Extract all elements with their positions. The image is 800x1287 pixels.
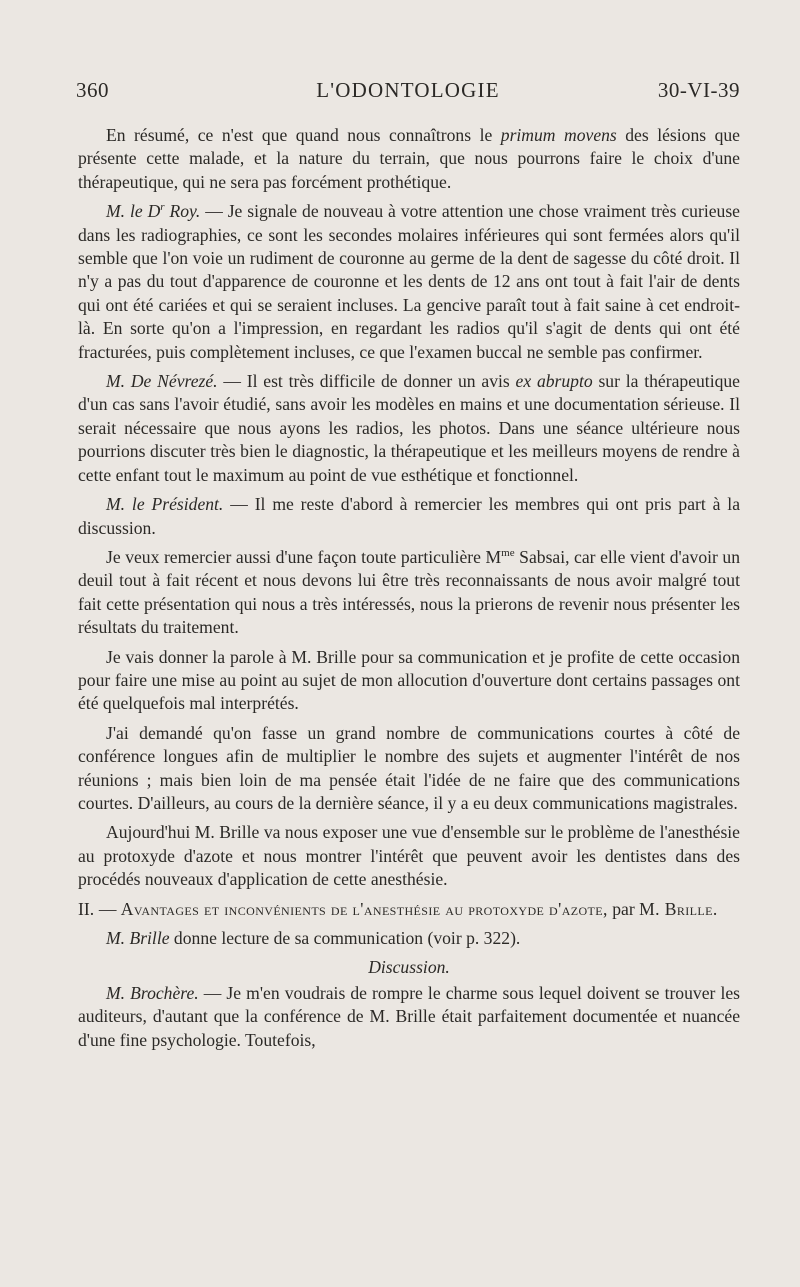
paragraph-9 [78,927,740,950]
speaker-part: M. le D [106,201,161,222]
text-run: sur la thérapeutique d'un cas sans l'avoir étudié, sans avoir les modèles en mains et une documentation sérieuse. Il serait nécessaire que nous ayons les radios, les photos. Dans une séance ultérieure nous pourrions discuter très bien le diagnostic, la thérapeutique et les meilleurs moyens de rendre à cette enfant tout le maximum au point de vue esthétique et fonctionnel. [78,371,740,485]
speaker-part: Roy. [164,201,201,222]
page-number: 360 [76,78,109,102]
text-run: Sabsai, car elle vient d'avoir un deuil tout à fait récent et nous devons lui être très reconnaissants de nous avoir malgré tout fait cette présentation qui nous a très intéressés, nous la prierons de revenir nous présenter les résultats du traitement. [78,546,740,638]
speaker-name: M. Brille [106,928,170,948]
paragraph-6: Je vais donner la parole à M. Brille pour sa communication et je profite de cette occasion pour faire une mise au point au sujet de mon allocution d'ouverture dont certains passages ont été quelquefois mal interprétés. [78,646,740,714]
section-number: II. [78,898,95,919]
speaker-name: M. Brochère. [106,982,199,1003]
text-run: — Je m'en voudrais de rompre le charme sous lequel doivent se trouver les auditeurs, d'autant que la conférence de M. Brille était parfaitement documentée et nuancée d'une fine psychologie. Toutefois, [78,982,740,1050]
paragraph-3 [78,370,740,487]
running-header [76,78,740,108]
text-run: — Je signale de nouveau à votre attention une chose vraiment très curieuse dans les radiographies, ce sont les secondes molaires inférieures qui sont fermées alors qu'il semble que l'on voie un rudiment de couronne au germe de la dent de sagesse du côté droit. Il n'y a pas du tout d'apparence de couronne et les dents de 12 ans ont tout à fait l'air de dents qui ont été cariées et qui se seraient incluses. La gencive paraît tout à fait saine à cet endroit-là. En sorte qu'on a l'impression, en regardant les radios qu'il s'agit de dents qui ont été fracturées, puis complètement incluses, ce que l'examen buccal ne semble pas confirmer. [78,201,740,362]
section-heading [78,898,740,921]
discussion-heading: Discussion. [368,957,450,978]
text-run: — Il me reste d'abord à remercier les membres qui ont pris part à la discussion. [78,494,741,538]
latin-phrase: primum movens [500,125,617,145]
superscript: r [160,201,165,214]
journal-title: L'ODONTOLOGIE [316,78,500,102]
section-title: — Avantages et inconvénients de l'anesthésie au protoxyde d'azote, [94,898,608,919]
text-run: Je veux remercier aussi d'une façon toute particulière M [106,546,502,567]
issue-date: 30-VI-39 [657,78,740,102]
paragraph-5 [78,546,740,640]
paragraph-10 [78,982,740,1052]
text-run: des lésions que présente cette malade, et la nature du terrain, que nous pourrons faire le choix d'une thérapeutique, qui ne sera pas forcément prothétique. [78,125,740,192]
speaker-name: M. De Névrezé. [106,371,218,392]
text-run: par [607,898,640,919]
paragraph-7: J'ai demandé qu'on fasse un grand nombre de communications courtes à côté de conférence longues afin de multiplier le nombre des sujets et augmenter l'intérêt de nos réunions ; mais bien loin de ma pensée était l'idée de ne faire que des communications courtes. D'ailleurs, au cours de la dernière séance, il y a eu deux communications magistrales. [78,722,740,813]
paragraph-2 [78,200,740,364]
text-run: En résumé, ce n'est que quand nous connaîtrons le [106,125,501,145]
text-run: donne lecture de sa communication (voir p. 322). [169,928,521,948]
paragraph-1 [78,124,740,194]
speaker-name [106,201,200,221]
page-body [78,124,740,1058]
text-run: — Il est très difficile de donner un avis [217,371,516,392]
superscript: me [501,547,515,560]
section-author: M. Brille. [639,898,718,919]
speaker-name: M. le Président. [106,494,224,515]
paragraph-4 [78,493,740,540]
latin-phrase: ex abrupto [515,371,593,392]
paragraph-8: Aujourd'hui M. Brille va nous exposer une vue d'ensemble sur le problème de l'anesthésie au protoxyde d'azote et nous montrer l'intérêt que peuvent avoir les dentistes dans des procédés nouveaux d'application de cette anesthésie. [78,822,740,890]
